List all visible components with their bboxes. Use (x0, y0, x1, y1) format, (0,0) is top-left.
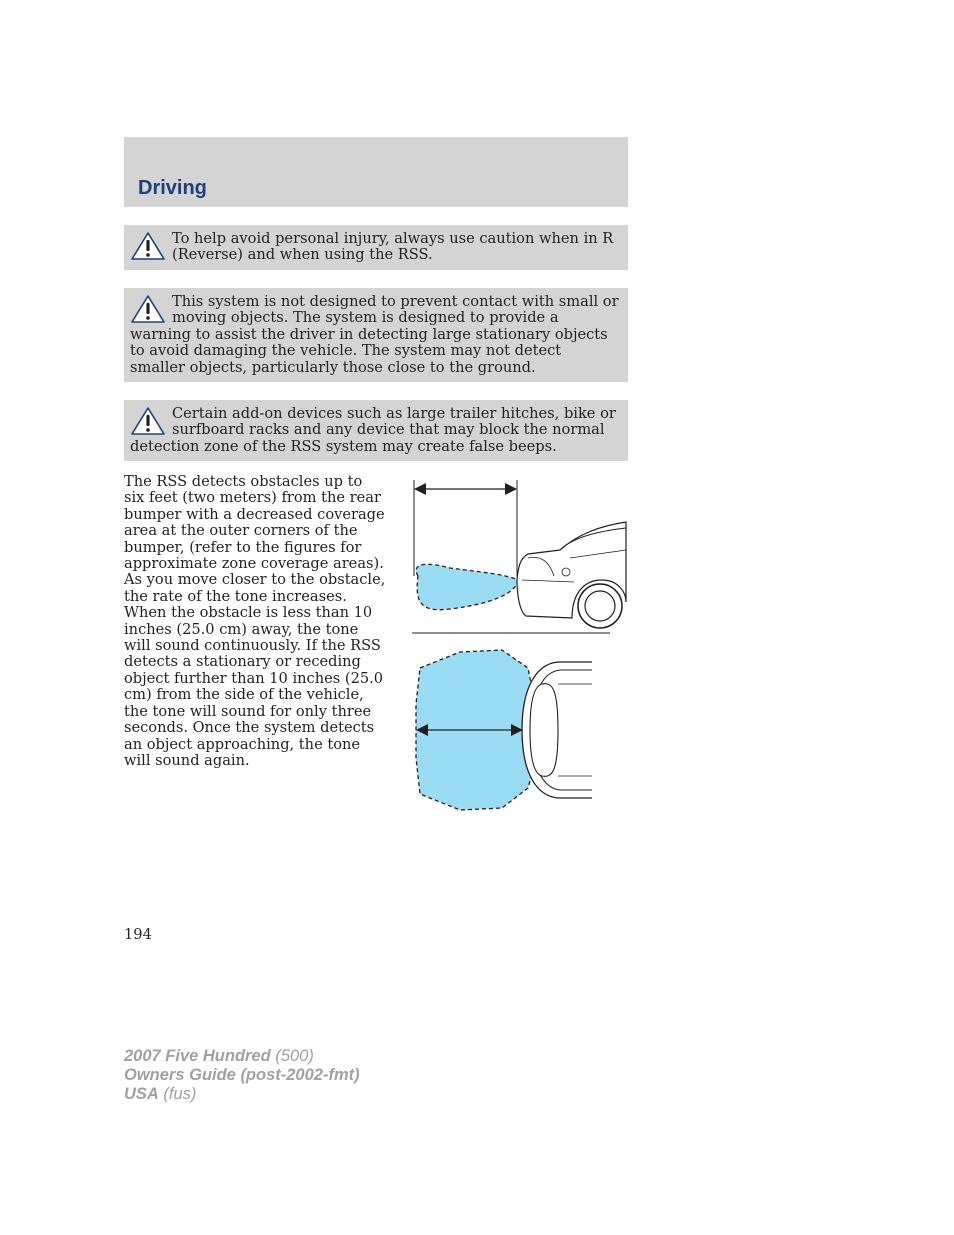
rss-description-paragraph: The RSS detects obstacles up to six feet (two meters) from the rear bumper with a decreased coverage area at the outer corners of the bumper, (refer to the figures for approximate zone coverage areas). As you move closer to the obstacle, the rate of the tone increases. When the obstacle is less than 10 inches (25.0 cm) away, the tone will sound continuously. If the RSS detects a stationary or receding object further than 10 inches (25.0 cm) from the side of the vehicle, the tone will sound for only three seconds. Once the system detects an object approaching, the tone will sound again. (124, 473, 386, 769)
warning-triangle-icon (130, 406, 170, 438)
page-number: 194 (124, 926, 152, 943)
warning-box-small-objects (124, 288, 628, 382)
footer-line-guide: Owners Guide (post-2002-fmt) (124, 1066, 360, 1084)
car-top-view-figure (410, 648, 600, 818)
car-side-view-figure (410, 476, 630, 640)
footer-line-region: USA (fus) (124, 1085, 197, 1103)
warning-text: Certain add-on devices such as large trailer hitches, bike or surfboard racks and any device that may block the normal detection zone of the RSS system may create false beeps. (130, 405, 616, 455)
warning-text: This system is not designed to prevent contact with small or moving objects. The system is designed to provide a warning to assist the driver in detecting large stationary objects to avoid damaging the vehicle. The system may not detect smaller objects, particularly those close to the ground. (130, 293, 619, 376)
detection-zone-side (416, 564, 518, 609)
section-header (124, 137, 628, 207)
section-title: Driving (138, 177, 207, 199)
warning-triangle-icon (130, 294, 170, 326)
warning-box-reverse (124, 225, 628, 270)
warning-text: To help avoid personal injury, always use caution when in R (Reverse) and when using the RSS. (172, 230, 614, 264)
footer-line-model: 2007 Five Hundred (500) (124, 1047, 314, 1065)
warning-box-add-on-devices (124, 400, 628, 461)
warning-triangle-icon (130, 231, 170, 263)
document-footer (124, 1047, 360, 1104)
